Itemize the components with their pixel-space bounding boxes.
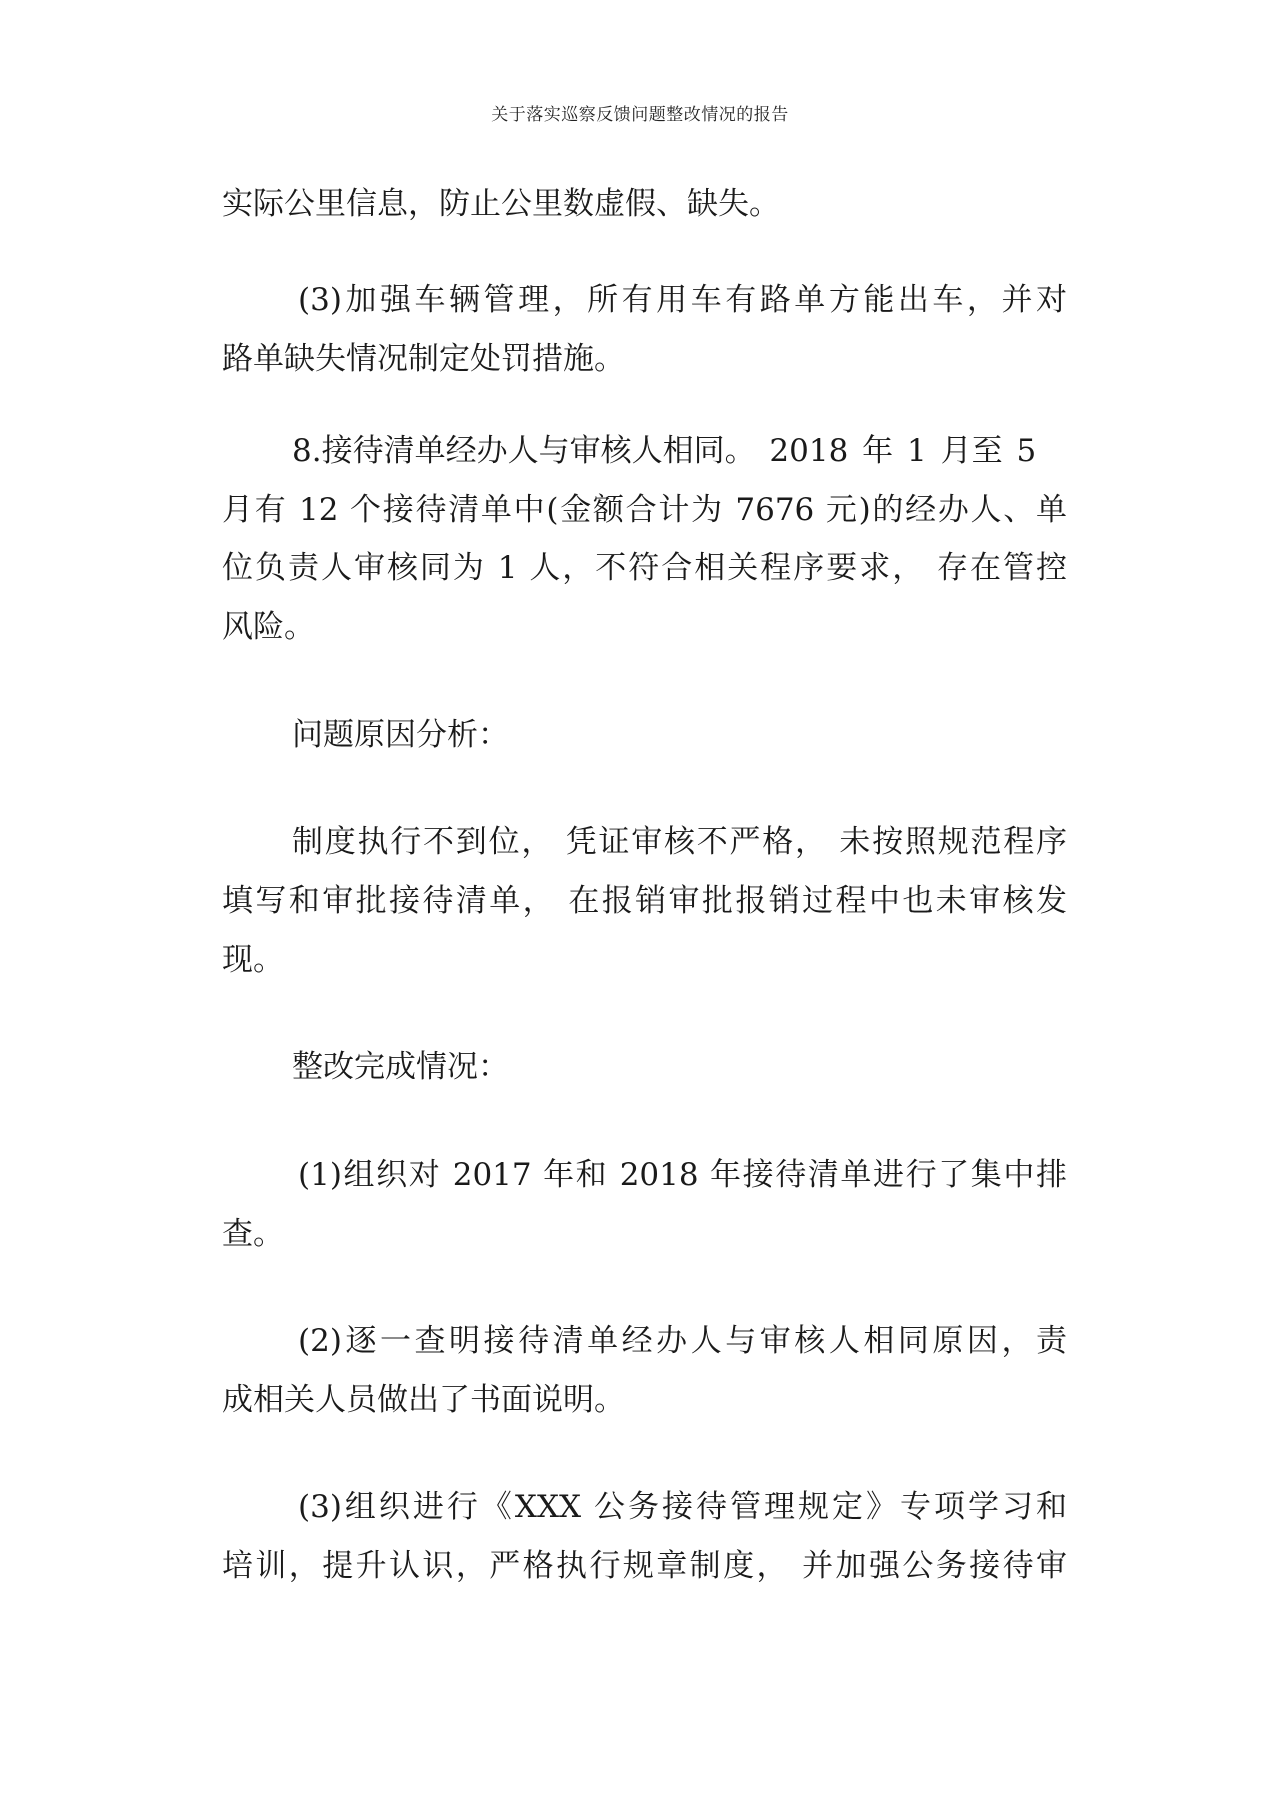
- paragraph-line: 路单缺失情况制定处罚措施。: [222, 341, 625, 377]
- paragraph-line: 8.接待清单经办人与审核人相同。 2018 年 1 月至 5: [292, 433, 1037, 469]
- section-heading: 问题原因分析：: [292, 717, 509, 753]
- paragraph-line: 成相关人员做出了书面说明。: [222, 1382, 625, 1418]
- paragraph-line: 查。: [222, 1216, 284, 1252]
- paragraph-line: 风险。: [222, 609, 315, 645]
- paragraph-line: (1)组织对 2017 年和 2018 年接待清单进行了集中排: [298, 1157, 1067, 1193]
- paragraph-line: (3)加强车辆管理，所有用车有路单方能出车，并对: [298, 282, 1067, 318]
- paragraph-line: 制度执行不到位， 凭证审核不严格， 未按照规范程序: [292, 824, 1067, 860]
- page-header-title: 关于落实巡察反馈问题整改情况的报告: [491, 105, 789, 125]
- paragraph-line: 现。: [222, 942, 284, 978]
- paragraph-line: (3)组织进行《XXX 公务接待管理规定》专项学习和: [298, 1489, 1067, 1525]
- paragraph-line: 培训，提升认识，严格执行规章制度， 并加强公务接待审: [222, 1548, 1067, 1584]
- paragraph-line: (2)逐一查明接待清单经办人与审核人相同原因，责: [298, 1323, 1067, 1359]
- paragraph-line: 月有 12 个接待清单中(金额合计为 7676 元)的经办人、单: [222, 492, 1067, 528]
- paragraph-line: 填写和审批接待清单， 在报销审批报销过程中也未审核发: [222, 883, 1067, 919]
- section-heading: 整改完成情况：: [292, 1049, 509, 1085]
- paragraph-line: 位负责人审核同为 1 人，不符合相关程序要求， 存在管控: [222, 550, 1067, 586]
- paragraph-line: 实际公里信息，防止公里数虚假、缺失。: [222, 186, 780, 222]
